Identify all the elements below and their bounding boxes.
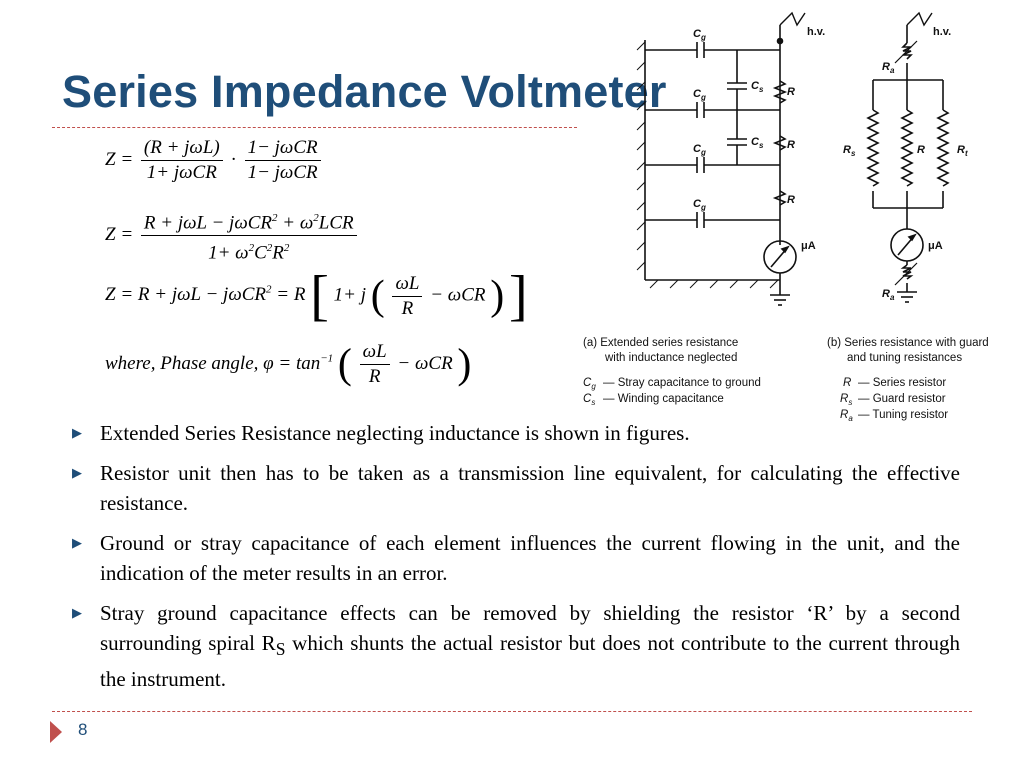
legend-rs-text: — Guard resistor bbox=[858, 393, 946, 405]
hv-label-b: h.v. bbox=[933, 26, 952, 38]
eq1-num2: 1− jωCR bbox=[245, 136, 321, 161]
eq4-fraction bbox=[360, 340, 390, 389]
eq2-fraction bbox=[141, 206, 357, 266]
rs-label: $R_s$ bbox=[843, 144, 856, 158]
footer-divider bbox=[52, 711, 972, 712]
caption-a-line-2: with inductance neglected bbox=[605, 352, 738, 364]
cg-label-3: $C_g$ bbox=[693, 143, 706, 157]
r-label-b: R bbox=[917, 144, 925, 156]
eq2-lhs: Z = bbox=[105, 224, 134, 246]
bullet-text: Ground or stray capacitance of each element influences the current flowing in the unit, and the indication of the meter results in an error. bbox=[100, 531, 960, 585]
eq4-tail: − ωCR bbox=[397, 352, 453, 374]
legend-r-symbol: R bbox=[843, 377, 852, 389]
triangle-bullet-icon: ▶ bbox=[72, 425, 82, 440]
cg-label-4: $C_g$ bbox=[693, 198, 706, 212]
page-arrow-icon bbox=[50, 721, 62, 743]
eq1-fraction-1 bbox=[141, 136, 223, 185]
legend-ra-symbol: $R_a$ bbox=[840, 409, 853, 423]
cs-label-2: $C_s$ bbox=[751, 136, 764, 150]
eq3-open-paren: ( bbox=[370, 273, 385, 319]
equation-3 bbox=[105, 265, 528, 327]
caption-b-line-2: and tuning resistances bbox=[847, 352, 963, 364]
eq1-fraction-2 bbox=[245, 136, 321, 185]
bullet-item bbox=[72, 528, 960, 588]
eq2-denominator: $1+ \omega^2C^2R^2$ bbox=[208, 242, 290, 264]
bullet-text: Resistor unit then has to be taken as a transmission line equivalent, for calculating the effective resistance. bbox=[100, 461, 960, 515]
legend-cg-symbol: $C_g$ bbox=[583, 377, 596, 391]
eq3-close-paren: ) bbox=[490, 273, 505, 319]
eq3-close-bracket: ] bbox=[508, 265, 528, 327]
eq1-den2: 1− jωCR bbox=[247, 162, 318, 183]
caption-b-line-1: (b) Series resistance with guard bbox=[827, 337, 989, 349]
circuit-diagram bbox=[575, 5, 1024, 425]
eq1-den1: 1+ jωCR bbox=[146, 162, 217, 183]
equation-1 bbox=[105, 136, 324, 185]
cg-label-1: $C_g$ bbox=[693, 28, 706, 42]
diagram-a-extended-series-resistance bbox=[637, 13, 805, 305]
triangle-bullet-icon: ▶ bbox=[72, 605, 82, 620]
eq4-lhs: where, Phase angle, $\varphi = \tan^{-1}$ bbox=[105, 352, 334, 374]
bullet-text: Extended Series Resistance neglecting inductance is shown in figures. bbox=[100, 421, 690, 445]
diagram-b-guard-tuning-resistance bbox=[868, 13, 948, 302]
eq3-frac-den: R bbox=[401, 297, 414, 319]
eq4-close-paren: ) bbox=[457, 341, 472, 388]
legend-cs-text: — Winding capacitance bbox=[603, 393, 724, 405]
bullet-text: Stray ground capacitance effects can be removed by shielding the resistor ‘R’ by a second surrounding spiral $R_S$ which shunts the actual resistor but does not contribute to the current through the instrument. bbox=[100, 601, 961, 692]
legend-cg-text: — Stray capacitance to ground bbox=[603, 377, 761, 389]
eq1-num1: (R + jωL) bbox=[141, 136, 223, 161]
page-number: 8 bbox=[78, 720, 88, 739]
eq3-open-bracket: [ bbox=[310, 265, 329, 327]
eq4-frac-den: R bbox=[368, 366, 381, 387]
slide-title: Series Impedance Voltmeter bbox=[62, 66, 667, 117]
title-divider bbox=[52, 127, 577, 128]
eq1-lhs: Z = bbox=[105, 148, 134, 170]
legend-rs-symbol: $R_s$ bbox=[840, 393, 853, 407]
r-label-3: R bbox=[787, 194, 795, 206]
bullet-item bbox=[72, 418, 960, 448]
r-label-1: R bbox=[787, 86, 795, 98]
eq3-tail: − ωCR bbox=[430, 284, 486, 306]
bullet-item bbox=[72, 598, 960, 694]
ra-label-top: $R_a$ bbox=[882, 61, 895, 75]
caption-a-line-1: (a) Extended series resistance bbox=[583, 337, 739, 349]
equation-4 bbox=[105, 340, 471, 389]
cs-label-1: $C_s$ bbox=[751, 80, 764, 94]
equation-2 bbox=[105, 206, 360, 266]
triangle-bullet-icon: ▶ bbox=[72, 465, 82, 480]
rt-label: $R_t$ bbox=[957, 144, 968, 158]
ra-label-bottom: $R_a$ bbox=[882, 288, 895, 302]
eq1-dot: · bbox=[230, 148, 237, 170]
r-label-2: R bbox=[787, 139, 795, 151]
legend-ra-text: — Tuning resistor bbox=[858, 409, 949, 421]
eq4-frac-num: ωL bbox=[360, 340, 390, 365]
eq2-numerator: $R + j\omega L - j\omega CR^2 + \omega^2LCR$ bbox=[141, 206, 357, 236]
triangle-bullet-icon: ▶ bbox=[72, 535, 82, 550]
eq3-lhs: Z = R + jωL − jωCR$^2$ = R bbox=[105, 284, 306, 306]
bullet-list bbox=[72, 418, 960, 704]
legend-cs-symbol: $C_s$ bbox=[583, 393, 596, 407]
eq3-inner: 1+ j bbox=[333, 284, 366, 306]
microammeter-label-a: μA bbox=[801, 240, 816, 252]
bullet-item bbox=[72, 458, 960, 518]
hv-label-a: h.v. bbox=[807, 26, 826, 38]
cg-label-2: $C_g$ bbox=[693, 88, 706, 102]
eq3-frac-num: ωL bbox=[392, 272, 422, 297]
eq4-open-paren: ( bbox=[337, 341, 352, 388]
legend-r-text: — Series resistor bbox=[858, 377, 947, 389]
eq3-fraction bbox=[392, 272, 422, 321]
microammeter-label-b: μA bbox=[928, 240, 943, 252]
